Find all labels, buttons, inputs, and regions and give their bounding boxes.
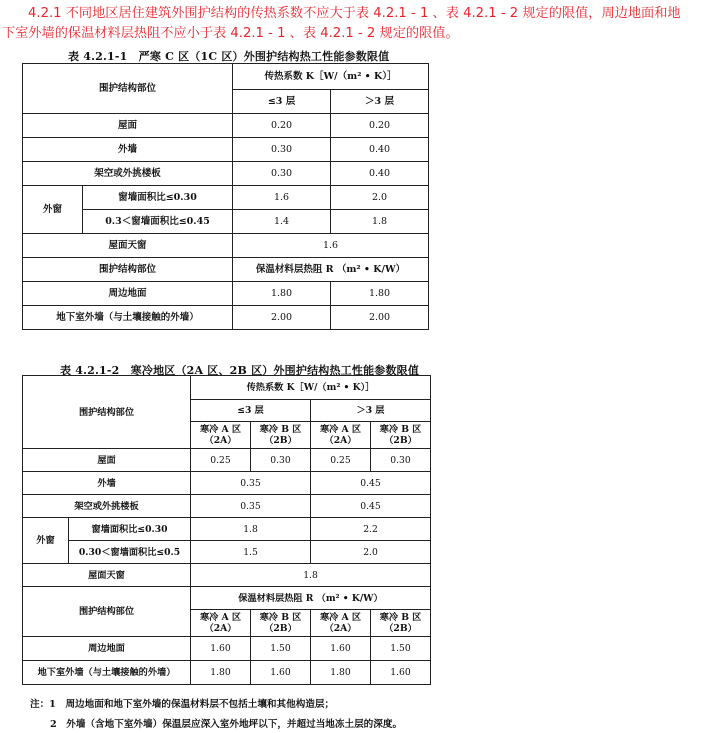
table1-cell: 1.80 [233, 282, 331, 306]
table2-sub-b [251, 422, 311, 449]
sub-label: 寒冷 A 区 [319, 612, 362, 623]
intro-paragraph [2, 4, 702, 44]
table1-row-label: 屋面 [23, 114, 233, 138]
table2-window-row-label: 窗墙面积比≤0.30 [69, 518, 191, 541]
table2-header-part: 围护结构部位 [23, 376, 191, 449]
table1-caption: 表 4.2.1-1 严寒 C 区（1C 区）外围护结构热工性能参数限值 [68, 50, 390, 63]
table2-cell: 1.60 [251, 661, 311, 685]
sub-code: （2A） [204, 623, 237, 634]
table2-cell: 0.35 [191, 495, 311, 518]
table1-col-le3: ≤3 层 [233, 90, 331, 114]
sub-code: （2A） [204, 435, 237, 446]
sub-label: 寒冷 A 区 [199, 612, 242, 623]
table2-cell: 0.35 [191, 472, 311, 495]
table2-sub-b [371, 610, 431, 637]
table2-cell: 0.25 [311, 449, 371, 472]
table2-sub-a [191, 422, 251, 449]
note-1: 注：1 周边地面和地下室外墙的保温材料层不包括土壤和其他构造层； [30, 699, 335, 710]
table1-row-label: 外墙 [23, 138, 233, 162]
table1-skylight-value: 1.6 [233, 234, 429, 258]
table1-header-part2: 围护结构部位 [23, 258, 233, 282]
sub-label: 寒冷 B 区 [259, 612, 302, 623]
table1-window-row-label: 窗墙面积比≤0.30 [83, 186, 233, 210]
sub-label: 寒冷 B 区 [379, 612, 422, 623]
table2-cell: 1.80 [311, 661, 371, 685]
table1-cell: 1.6 [233, 186, 331, 210]
table2-cell: 0.45 [311, 495, 431, 518]
table2 [22, 375, 431, 685]
table1-cell: 0.30 [233, 162, 331, 186]
table2-row-label: 外墙 [23, 472, 191, 495]
table1 [22, 63, 429, 330]
table1-cell: 1.80 [331, 282, 429, 306]
table2-row-label: 屋面 [23, 449, 191, 472]
table1-cell: 1.8 [331, 210, 429, 234]
table1-cell: 0.20 [233, 114, 331, 138]
table1-header-k: 传热系数 K［W/（m² • K）］ [233, 64, 429, 90]
table2-cell: 1.60 [371, 661, 431, 685]
table2-cell: 1.8 [191, 518, 311, 541]
table1-row-label: 架空或外挑楼板 [23, 162, 233, 186]
table2-cell: 2.0 [311, 541, 431, 564]
table2-cell: 1.80 [191, 661, 251, 685]
intro-line-2: 下室外墙的保温材料层热阻不应小于表 4.2.1 - 1 、表 4.2.1 - 2 规定的限值。 [2, 26, 459, 41]
table2-col-le3: ≤3 层 [191, 400, 311, 422]
table2-header-part2: 围护结构部位 [23, 587, 191, 637]
sub-code: （2B） [384, 435, 417, 446]
table2-skylight-value: 1.8 [191, 564, 431, 587]
table2-cell: 1.50 [371, 637, 431, 661]
table2-sub-a [311, 422, 371, 449]
sub-label: 寒冷 B 区 [379, 424, 422, 435]
table1-cell: 0.20 [331, 114, 429, 138]
intro-line-1: 4.2.1 不同地区居住建筑外围护结构的传热系数不应大于表 4.2.1 - 1 、表 4.2.1 - 2 规定的限值，周边地面和地 [28, 6, 681, 21]
table2-skylight-label: 屋面天窗 [23, 564, 191, 587]
table2-sub-b [371, 422, 431, 449]
table1-col-gt3: ＞3 层 [331, 90, 429, 114]
table1-cell: 1.4 [233, 210, 331, 234]
table2-cell: 0.25 [191, 449, 251, 472]
sub-code: （2A） [324, 435, 357, 446]
table1-header-r: 保温材料层热阻 R （m² • K/W） [233, 258, 429, 282]
table2-row-label: 周边地面 [23, 637, 191, 661]
table2-sub-a [311, 610, 371, 637]
table2-cell: 2.2 [311, 518, 431, 541]
table1-cell: 2.0 [331, 186, 429, 210]
table2-sub-a [191, 610, 251, 637]
table1-cell: 2.00 [331, 306, 429, 330]
table1-cell: 2.00 [233, 306, 331, 330]
sub-code: （2B） [384, 623, 417, 634]
sub-label: 寒冷 A 区 [319, 424, 362, 435]
table1-skylight-label: 屋面天窗 [23, 234, 233, 258]
table2-row-label: 架空或外挑楼板 [23, 495, 191, 518]
sub-code: （2B） [264, 435, 297, 446]
table2-col-gt3: ＞3 层 [311, 400, 431, 422]
table2-sub-b [251, 610, 311, 637]
table1-cell: 0.30 [233, 138, 331, 162]
table2-header-r: 保温材料层热阻 R （m² • K/W） [191, 587, 431, 610]
table2-cell: 1.50 [251, 637, 311, 661]
table2-window-row-label: 0.30＜窗墙面积比≤0.5 [69, 541, 191, 564]
table1-header-part: 围护结构部位 [23, 64, 233, 114]
note-2: 2 外墙（含地下室外墙）保温层应深入室外地坪以下，并超过当地冻土层的深度。 [50, 719, 403, 730]
table1-cell: 0.40 [331, 162, 429, 186]
table2-cell: 0.30 [371, 449, 431, 472]
table2-cell: 0.45 [311, 472, 431, 495]
table1-cell: 0.40 [331, 138, 429, 162]
table2-window-label: 外窗 [23, 518, 69, 564]
table2-caption: 表 4.2.1-2 寒冷地区（2A 区、2B 区）外围护结构热工性能参数限值 [60, 364, 420, 377]
table2-cell: 0.30 [251, 449, 311, 472]
table2-cell: 1.60 [311, 637, 371, 661]
table1-row-label: 地下室外墙（与土壤接触的外墙） [23, 306, 233, 330]
sub-code: （2B） [264, 623, 297, 634]
sub-label: 寒冷 A 区 [199, 424, 242, 435]
sub-label: 寒冷 B 区 [259, 424, 302, 435]
table1-window-label: 外窗 [23, 186, 83, 234]
table2-row-label: 地下室外墙（与土壤接触的外墙） [23, 661, 191, 685]
table1-row-label: 周边地面 [23, 282, 233, 306]
table2-header-k: 传热系数 K［W/（m² • K）］ [191, 376, 431, 400]
sub-code: （2A） [324, 623, 357, 634]
table1-window-row-label: 0.3＜窗墙面积比≤0.45 [83, 210, 233, 234]
table2-cell: 1.5 [191, 541, 311, 564]
table2-cell: 1.60 [191, 637, 251, 661]
